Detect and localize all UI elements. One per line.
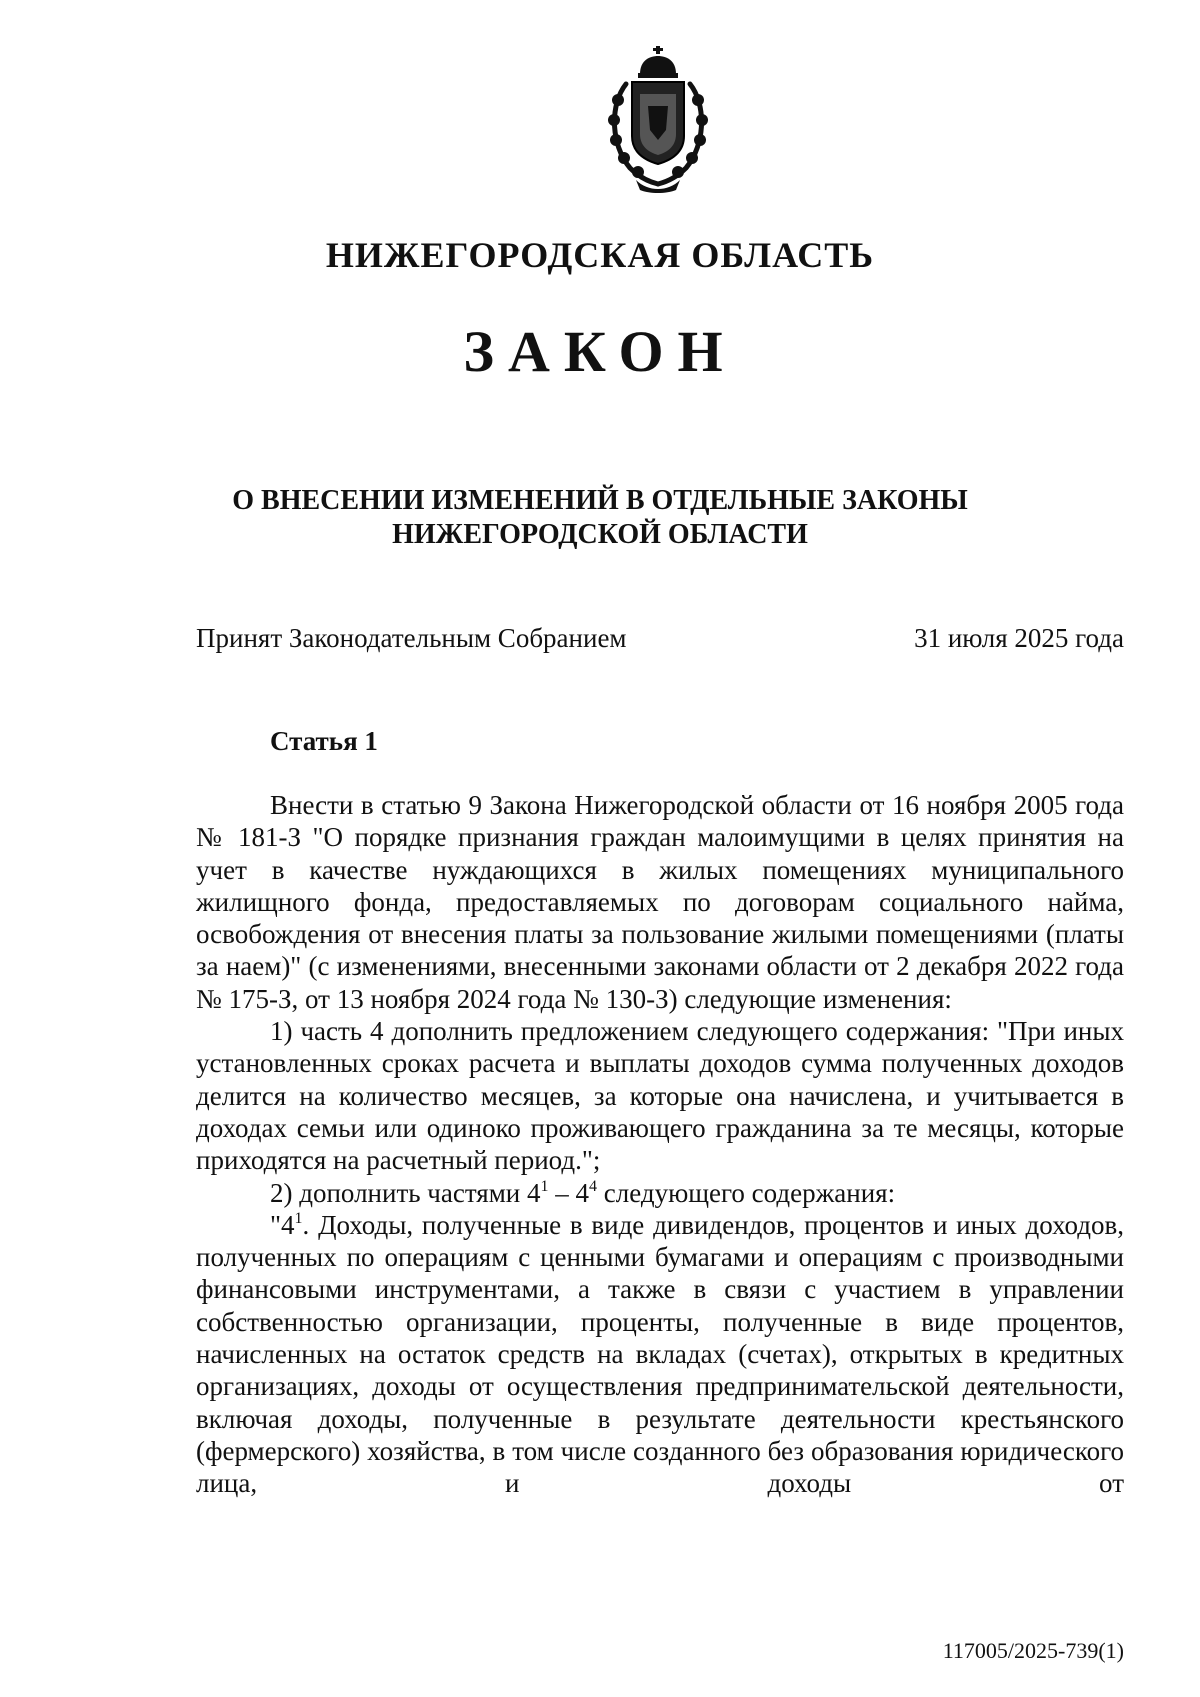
- item-2-dash: – 4: [548, 1177, 590, 1208]
- adopted-by: Принят Законодательным Собранием: [196, 623, 627, 653]
- law-subject: [0, 484, 1200, 552]
- part-4-1-paragraph: [196, 1209, 1124, 1500]
- article-intro-paragraph: Внести в статью 9 Закона Нижегородской области от 16 ноября 2005 года № 181-З "О порядке признания граждан малоимущими в целях принятия на учет в качестве нуждающихся в жилых помещениях муниципального жилищного фонда, предоставляемых по договорам социального найма, освобождения от внесения платы за пользование жилыми помещениями (платы за наем)" (с изменениями, внесенными законами области от 2 декабря 2022 года № 175-З, от 13 ноября 2024 года № 130-З) следующие изменения:: [196, 790, 1124, 1014]
- part-4-1-text: . Доходы, полученные в виде дивидендов, процентов и иных доходов, полученных по операциям с ценными бумагами и операциям с производными финансовыми инструментами, а также в связи с участием в управлении собственностью организации, проценты, полученные в виде процентов, начисленных на остаток средств на вкладах (счетах), открытых в кредитных организациях, доходы от осуществления предпринимательской деятельности, включая доходы, полученные в результате деятельности крестьянского (фермерского) хозяйства, в том числе созданного без образования юридического лица, и доходы от: [196, 1209, 1124, 1499]
- item-2-suffix: следующего содержания:: [597, 1177, 896, 1208]
- coat-of-arms-emblem: [596, 44, 720, 194]
- document-number: 117005/2025-739(1): [942, 1638, 1124, 1663]
- adoption-line: [196, 623, 1124, 654]
- part-4-1-superscript: 1: [294, 1209, 303, 1227]
- article-body: [196, 789, 1124, 1500]
- article-item-2: [196, 1177, 1124, 1209]
- law-subject-line-1: О ВНЕСЕНИИ ИЗМЕНЕНИЙ В ОТДЕЛЬНЫЕ ЗАКОНЫ: [232, 485, 968, 516]
- item-2-superscript-4: 4: [589, 1177, 598, 1195]
- part-4-1-prefix: "4: [270, 1209, 295, 1240]
- adoption-date: 31 июля 2025 года: [914, 623, 1124, 653]
- law-title: ЗАКОН: [463, 319, 737, 384]
- article-heading: Статья 1: [270, 726, 378, 756]
- law-subject-line-2: НИЖЕГОРОДСКОЙ ОБЛАСТИ: [392, 519, 808, 550]
- region-title: НИЖЕГОРОДСКАЯ ОБЛАСТЬ: [325, 235, 875, 275]
- item-2-prefix: 2) дополнить частями 4: [270, 1177, 541, 1208]
- item-2-superscript-1: 1: [540, 1177, 549, 1195]
- article-item-1: 1) часть 4 дополнить предложением следующего содержания: "При иных установленных сроках расчета и выплаты доходов сумма полученных доходов делится на количество месяцев, за которые она начислена, и учитывается в доходах семьи или одиноко проживающего гражданина за те месяцы, которые приходятся на расчетный период.";: [196, 1016, 1124, 1176]
